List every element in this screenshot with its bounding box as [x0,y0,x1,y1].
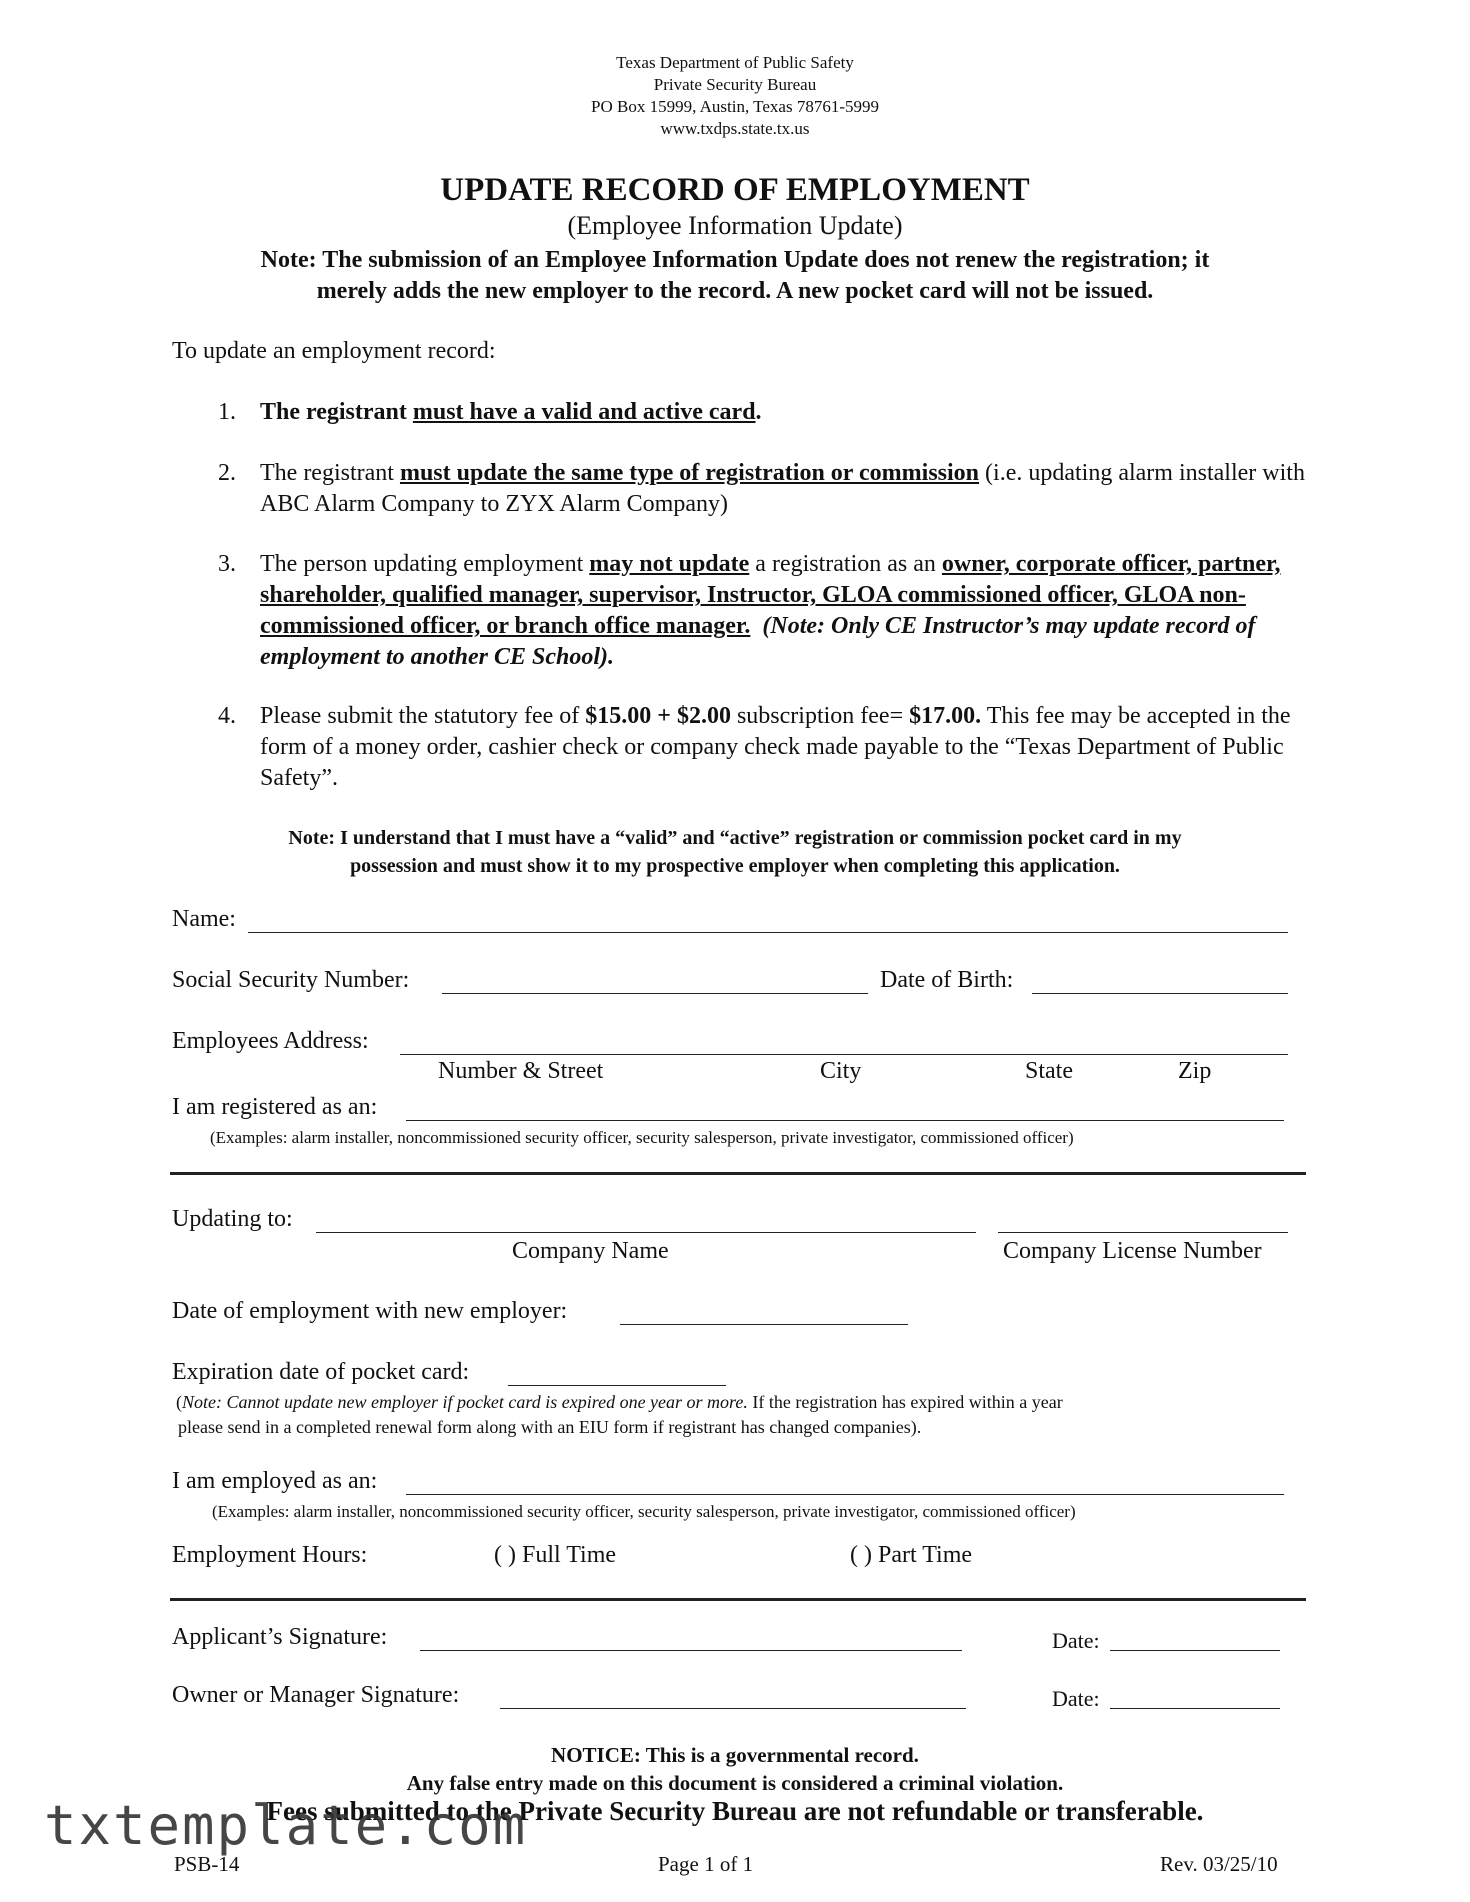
employed-examples: (Examples: alarm installer, noncommissioned security officer, security salesperson, private investigator, commissioned officer) [212,1502,1076,1521]
page-subtitle: (Employee Information Update) [567,211,903,240]
agency-name: Texas Department of Public Safety [616,53,854,72]
address-input-line[interactable] [400,1054,1288,1055]
item-text: Please submit the statutory fee of $15.00 + $2.00 subscription fee= $17.00. This fee may be accepted in the form of a money order, cashier check or company check made payable to the “Texas Department of Public Safety”. [260,703,1291,791]
company-name-input-line[interactable] [316,1232,976,1233]
owner-signature-label: Owner or Manager Signature: [172,1682,460,1708]
company-license-caption: Company License Number [1003,1238,1262,1264]
item-text: The registrant must have a valid and active card. [260,399,762,425]
item-number: 2. [218,460,236,486]
name-input-line[interactable] [248,932,1288,933]
intro-text: To update an employment record: [172,338,496,364]
expiration-note-line2: please send in a completed renewal form along with an EIU form if registrant has changed companies). [178,1417,922,1437]
employed-as-input-line[interactable] [406,1494,1284,1495]
ssn-label: Social Security Number: [172,967,410,993]
bureau-name: Private Security Bureau [653,75,817,94]
registered-as-label: I am registered as an: [172,1094,378,1120]
applicant-date-line[interactable] [1110,1650,1280,1651]
page-number: Page 1 of 1 [658,1852,754,1876]
mid-note-line1: Note: I understand that I must have a “valid” and “active” registration or commission pocket card in my [288,827,1182,849]
section-divider [170,1172,1306,1175]
registered-examples: (Examples: alarm installer, noncommissioned security officer, security salesperson, private investigator, commissioned officer) [210,1128,1074,1147]
item-text: The person updating employment may not update a registration as an owner, corporate officer, partner, shareholder, qualified manager, supervisor, Instructor, GLOA commissioned officer, GLOA non-commissioned officer, or branch office manager. (Note: Only CE Instructor’s may update record of employment to another CE School). [260,551,1281,670]
watermark-text: txtemplate.com [44,1794,528,1857]
company-name-caption: Company Name [512,1238,669,1264]
notice-line2: Any false entry made on this document is considered a criminal violation. [406,1771,1064,1795]
address-city-caption: City [820,1058,862,1084]
fees-notice: Fees submitted to the Private Security Bureau are not refundable or transferable. [266,1796,1204,1826]
item-number: 4. [218,703,236,729]
item-number: 1. [218,399,236,425]
employed-as-label: I am employed as an: [172,1468,378,1494]
item-number: 3. [218,551,236,577]
address-label: Employees Address: [172,1028,369,1054]
owner-date-line[interactable] [1110,1708,1280,1709]
applicant-signature-line[interactable] [420,1650,962,1651]
item-text: The registrant must update the same type of registration or commission (i.e. updating alarm installer with ABC Alarm Company to ZYX Alarm Company) [260,460,1305,517]
address-state-caption: State [1025,1058,1073,1084]
ssn-input-line[interactable] [442,993,868,994]
notice-line1: NOTICE: This is a governmental record. [551,1743,919,1767]
registered-as-input-line[interactable] [406,1120,1284,1121]
full-time-option[interactable]: ( ) Full Time [494,1542,617,1568]
employment-hours-label: Employment Hours: [172,1542,368,1568]
revision-date: Rev. 03/25/10 [1160,1852,1278,1876]
mid-note-line2: possession and must show it to my prospective employer when completing this application. [350,855,1120,877]
date-employment-label: Date of employment with new employer: [172,1298,568,1324]
dob-input-line[interactable] [1032,993,1288,994]
part-time-option[interactable]: ( ) Part Time [850,1542,973,1568]
section-divider [170,1598,1306,1601]
applicant-signature-label: Applicant’s Signature: [172,1624,388,1650]
form-id: PSB-14 [174,1852,240,1876]
expiration-note: (Note: Cannot update new employer if pocket card is expired one year or more. If the registration has expired within a year [176,1392,1063,1412]
address-street-caption: Number & Street [438,1058,604,1084]
address-zip-caption: Zip [1178,1058,1212,1084]
owner-date-label: Date: [1052,1686,1100,1711]
top-note-line1: Note: The submission of an Employee Information Update does not renew the registration; it [260,247,1210,273]
applicant-date-label: Date: [1052,1628,1100,1653]
agency-website: www.txdps.state.tx.us [660,119,810,138]
page-title: UPDATE RECORD OF EMPLOYMENT [440,172,1030,208]
date-employment-input-line[interactable] [620,1324,908,1325]
updating-to-label: Updating to: [172,1206,293,1232]
name-label: Name: [172,906,236,932]
expiration-input-line[interactable] [508,1385,726,1386]
expiration-label: Expiration date of pocket card: [172,1359,470,1385]
agency-address: PO Box 15999, Austin, Texas 78761-5999 [591,97,879,116]
dob-label: Date of Birth: [880,967,1014,993]
owner-signature-line[interactable] [500,1708,966,1709]
company-license-input-line[interactable] [998,1232,1288,1233]
top-note-line2: merely adds the new employer to the record. A new pocket card will not be issued. [316,278,1154,304]
